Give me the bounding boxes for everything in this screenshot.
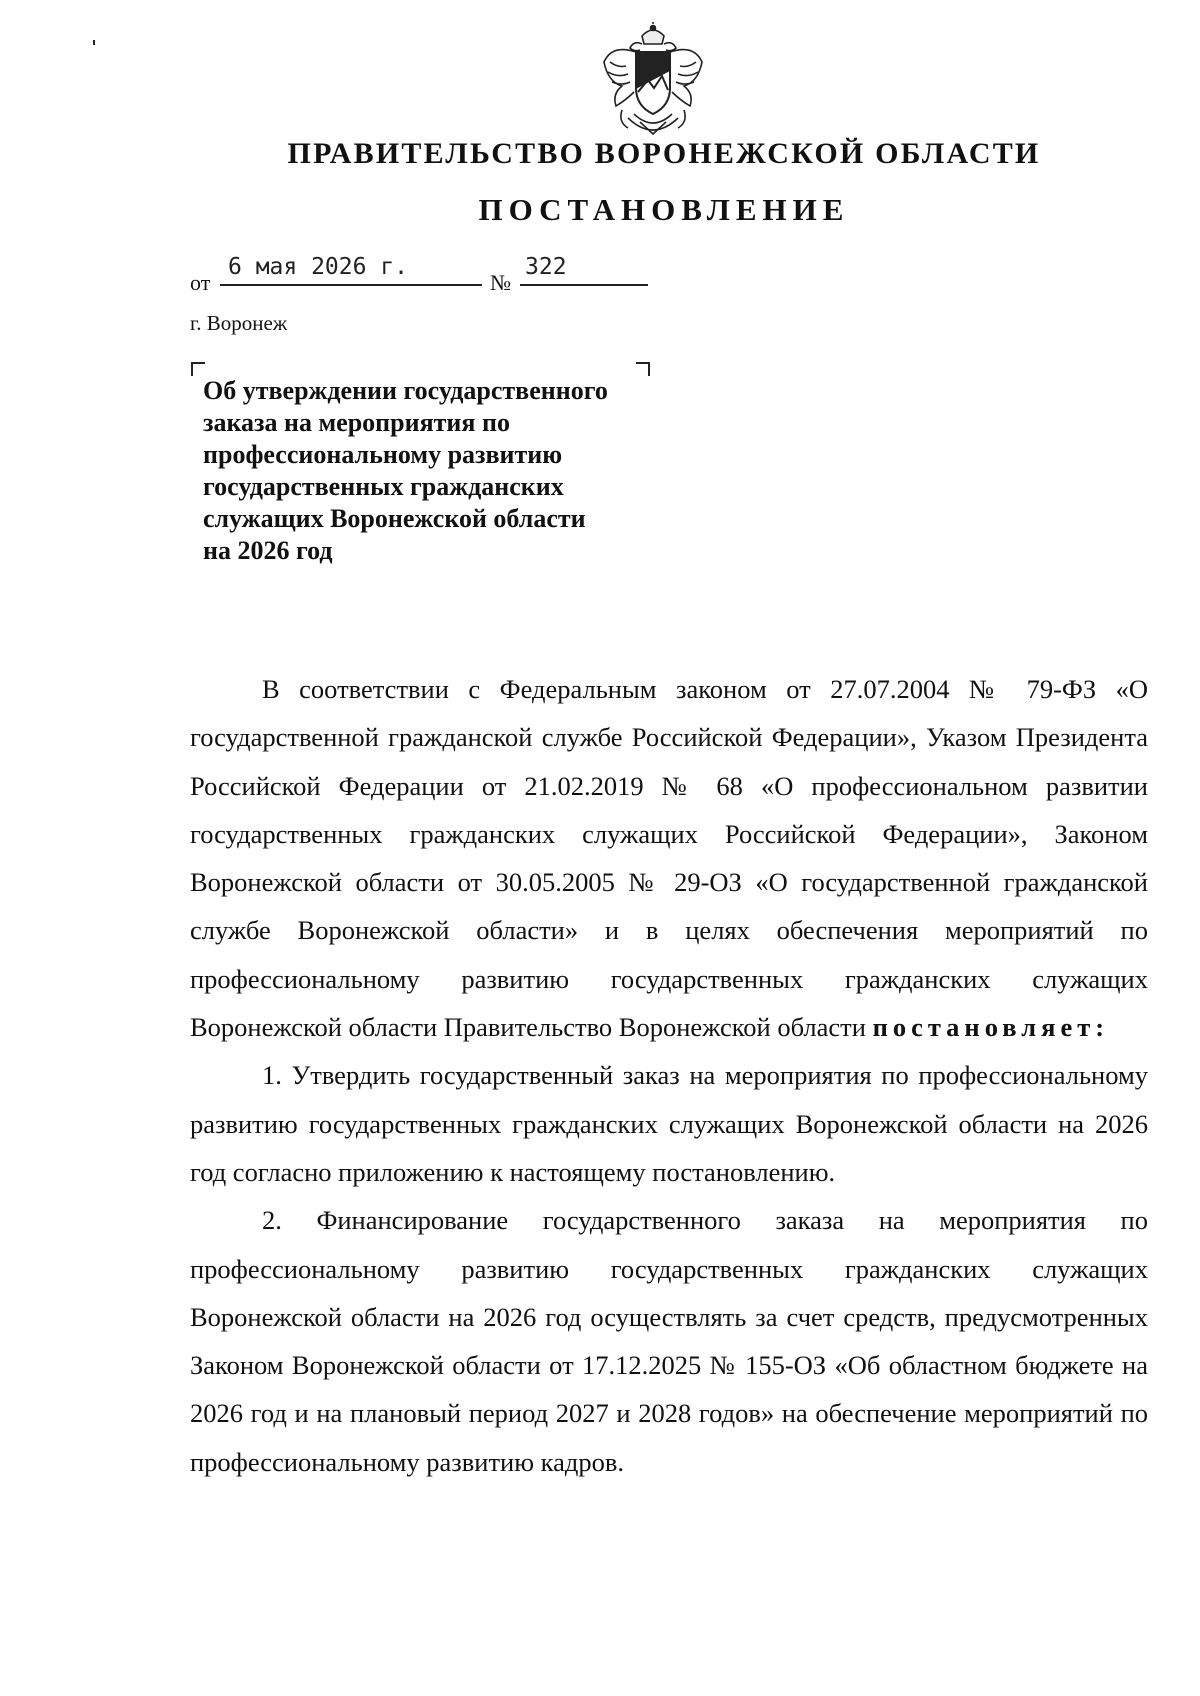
number-underline xyxy=(520,284,648,286)
scan-speck xyxy=(93,40,95,45)
organization-title: ПРАВИТЕЛЬСТВО ВОРОНЕЖСКОЙ ОБЛАСТИ xyxy=(287,137,1041,170)
subject-corner-right xyxy=(636,362,650,376)
subject-line: государственных гражданских xyxy=(203,472,564,501)
preamble-text: В соответствии с Федеральным законом от 27.07.2004 № 79-ФЗ «О государственной гражданской службе Российской Федерации», Указом Президента Российской Федерации от 21.02.2019 № 68 «О профессиональном развитии государственных гражданских служащих Российской Федерации», Законом Воронежской области от 30.05.2005 № 29-ОЗ «О государственной гражданской службе Воронежской области» и в целях обеспечения мероприятий по профессиональному развитию государственных гражданских служащих Воронежской области Правительство Воронежской области xyxy=(190,674,1148,1043)
resolves-word: постановляет: xyxy=(872,1012,1110,1043)
coat-of-arms-icon xyxy=(598,22,708,140)
item-2-paragraph: 2. Финансирование государственного заказа на мероприятия по профессиональному развитию государственных гражданских служащих Воронежской области на 2026 год осуществлять за счет средств, предусмотренных Законом Воронежской области от 17.12.2025 № 155-ОЗ «Об областном бюджете на 2026 год и на плановый период 2027 и 2028 годов» на обеспечение мероприятий по профессиональному развитию кадров. xyxy=(190,1205,1148,1477)
document-subject xyxy=(203,375,663,567)
document-body xyxy=(190,665,1148,1486)
subject-line: профессиональному развитию xyxy=(203,440,563,469)
number-label: № xyxy=(490,270,511,295)
date-label: от xyxy=(190,270,211,295)
subject-line: заказа на мероприятия по xyxy=(203,408,510,437)
subject-line: служащих Воронежской области xyxy=(203,504,586,533)
preamble-paragraph xyxy=(190,665,1148,1051)
subject-line: Об утверждении государственного xyxy=(203,376,608,405)
item-1-paragraph: 1. Утвердить государственный заказ на мероприятия по профессиональному развитию государственных гражданских служащих Воронежской области на 2026 год согласно приложению к настоящему постановлению. xyxy=(190,1060,1148,1187)
number-value: 322 xyxy=(525,254,567,280)
city-name: г. Воронеж xyxy=(190,311,288,335)
date-value: 6 мая 2026 г. xyxy=(228,254,409,280)
document-type-title: ПОСТАНОВЛЕНИЕ xyxy=(478,192,850,227)
subject-line: на 2026 год xyxy=(203,536,333,565)
date-underline xyxy=(220,284,482,286)
subject-corner-left xyxy=(191,362,205,376)
